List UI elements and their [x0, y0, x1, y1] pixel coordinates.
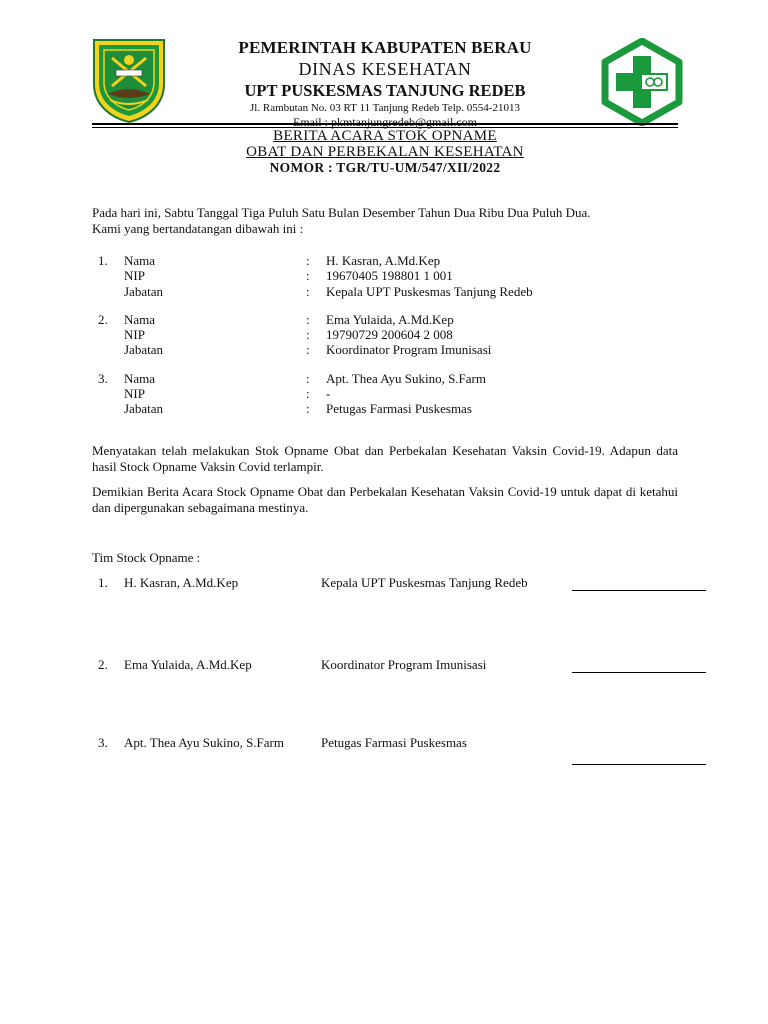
team-member-name: H. Kasran, A.Md.Kep: [124, 575, 239, 590]
team-member-row: [92, 657, 712, 697]
signatory-item: [92, 371, 678, 430]
label-nama: Nama: [124, 312, 156, 327]
team-member-name: Apt. Thea Ayu Sukino, S.Farm: [124, 735, 284, 750]
title-line-1: BERITA ACARA STOK OPNAME: [273, 128, 497, 144]
intro-line-date: Pada hari ini, Sabtu Tanggal Tiga Puluh Satu Bulan Desember Tahun Dua Ribu Dua Puluh Dua.: [92, 205, 591, 220]
signatory-name: Apt. Thea Ayu Sukino, S.Farm: [326, 371, 486, 386]
label-jabatan: Jabatan: [124, 284, 163, 299]
letterhead-government: PEMERINTAH KABUPATEN BERAU: [238, 38, 532, 57]
colon: :: [306, 371, 310, 386]
closing-paragraph: Demikian Berita Acara Stock Opname Obat dan Perbekalan Kesehatan Vaksin Covid-19 untuk dapat di ketahui dan dipergunakan sebagaimana mestinya.: [92, 484, 678, 515]
team-member-role: Petugas Farmasi Puskesmas: [321, 735, 467, 750]
colon: :: [306, 312, 310, 327]
letterhead-department: DINAS KESEHATAN: [298, 59, 472, 79]
signatory-number: 1.: [98, 253, 108, 268]
signatory-position: Petugas Farmasi Puskesmas: [326, 401, 472, 416]
puskesmas-emblem: [598, 38, 686, 126]
letterhead-unit: UPT PUSKESMAS TANJUNG REDEB: [244, 81, 526, 100]
signatory-nip: -: [326, 386, 331, 401]
team-heading: Tim Stock Opname :: [92, 550, 201, 565]
signatory-list: [92, 253, 678, 430]
title-line-2: OBAT DAN PERBEKALAN KESEHATAN: [246, 144, 524, 160]
signatory-position: Koordinator Program Imunisasi: [326, 342, 492, 357]
letterhead: [190, 38, 580, 129]
signatory-number: 2.: [98, 312, 108, 327]
team-signature-list: [92, 575, 712, 750]
colon: :: [306, 401, 310, 416]
label-jabatan: Jabatan: [124, 401, 163, 416]
letterhead-address: Jl. Rambutan No. 03 RT 11 Tanjung Redeb Telp. 0554-21013: [250, 102, 520, 114]
colon: :: [306, 284, 310, 299]
team-member-row: [92, 735, 712, 775]
kabupaten-berau-emblem: [90, 36, 168, 124]
label-nama: Nama: [124, 371, 156, 386]
intro-paragraph: [92, 205, 678, 237]
signatory-nip: 19670405 198801 1 001: [326, 268, 453, 283]
signatory-position: Kepala UPT Puskesmas Tanjung Redeb: [326, 284, 533, 299]
document-title: [92, 128, 678, 176]
signatory-item: [92, 253, 678, 312]
letterhead-email: Email : pkmtanjungredeb@gmail.com: [292, 115, 477, 129]
signature-line: [572, 672, 706, 673]
colon: :: [306, 327, 310, 342]
header-rule-thick: [92, 123, 678, 125]
label-nama: Nama: [124, 253, 156, 268]
label-jabatan: Jabatan: [124, 342, 163, 357]
team-member-number: 1.: [98, 575, 108, 590]
team-member-number: 3.: [98, 735, 108, 750]
team-member-role: Kepala UPT Puskesmas Tanjung Redeb: [321, 575, 528, 590]
colon: :: [306, 268, 310, 283]
label-nip: NIP: [124, 386, 145, 401]
document-number: NOMOR : TGR/TU-UM/547/XII/2022: [269, 160, 501, 175]
colon: :: [306, 386, 310, 401]
team-member-row: [92, 575, 712, 615]
label-nip: NIP: [124, 327, 145, 342]
signatory-number: 3.: [98, 371, 108, 386]
label-nip: NIP: [124, 268, 145, 283]
intro-line-signatories: Kami yang bertandatangan dibawah ini :: [92, 221, 304, 236]
team-member-number: 2.: [98, 657, 108, 672]
signatory-name: Ema Yulaida, A.Md.Kep: [326, 312, 454, 327]
signature-line: [572, 590, 706, 591]
signatory-item: [92, 312, 678, 371]
team-member-name: Ema Yulaida, A.Md.Kep: [124, 657, 252, 672]
colon: :: [306, 253, 310, 268]
signatory-nip: 19790729 200604 2 008: [326, 327, 453, 342]
signatory-name: H. Kasran, A.Md.Kep: [326, 253, 441, 268]
colon: :: [306, 342, 310, 357]
signature-line: [572, 764, 706, 765]
team-member-role: Koordinator Program Imunisasi: [321, 657, 487, 672]
statement-paragraph: Menyatakan telah melakukan Stok Opname Obat dan Perbekalan Kesehatan Vaksin Covid-19. Adapun data hasil Stock Opname Vaksin Covid terlampir.: [92, 443, 678, 474]
